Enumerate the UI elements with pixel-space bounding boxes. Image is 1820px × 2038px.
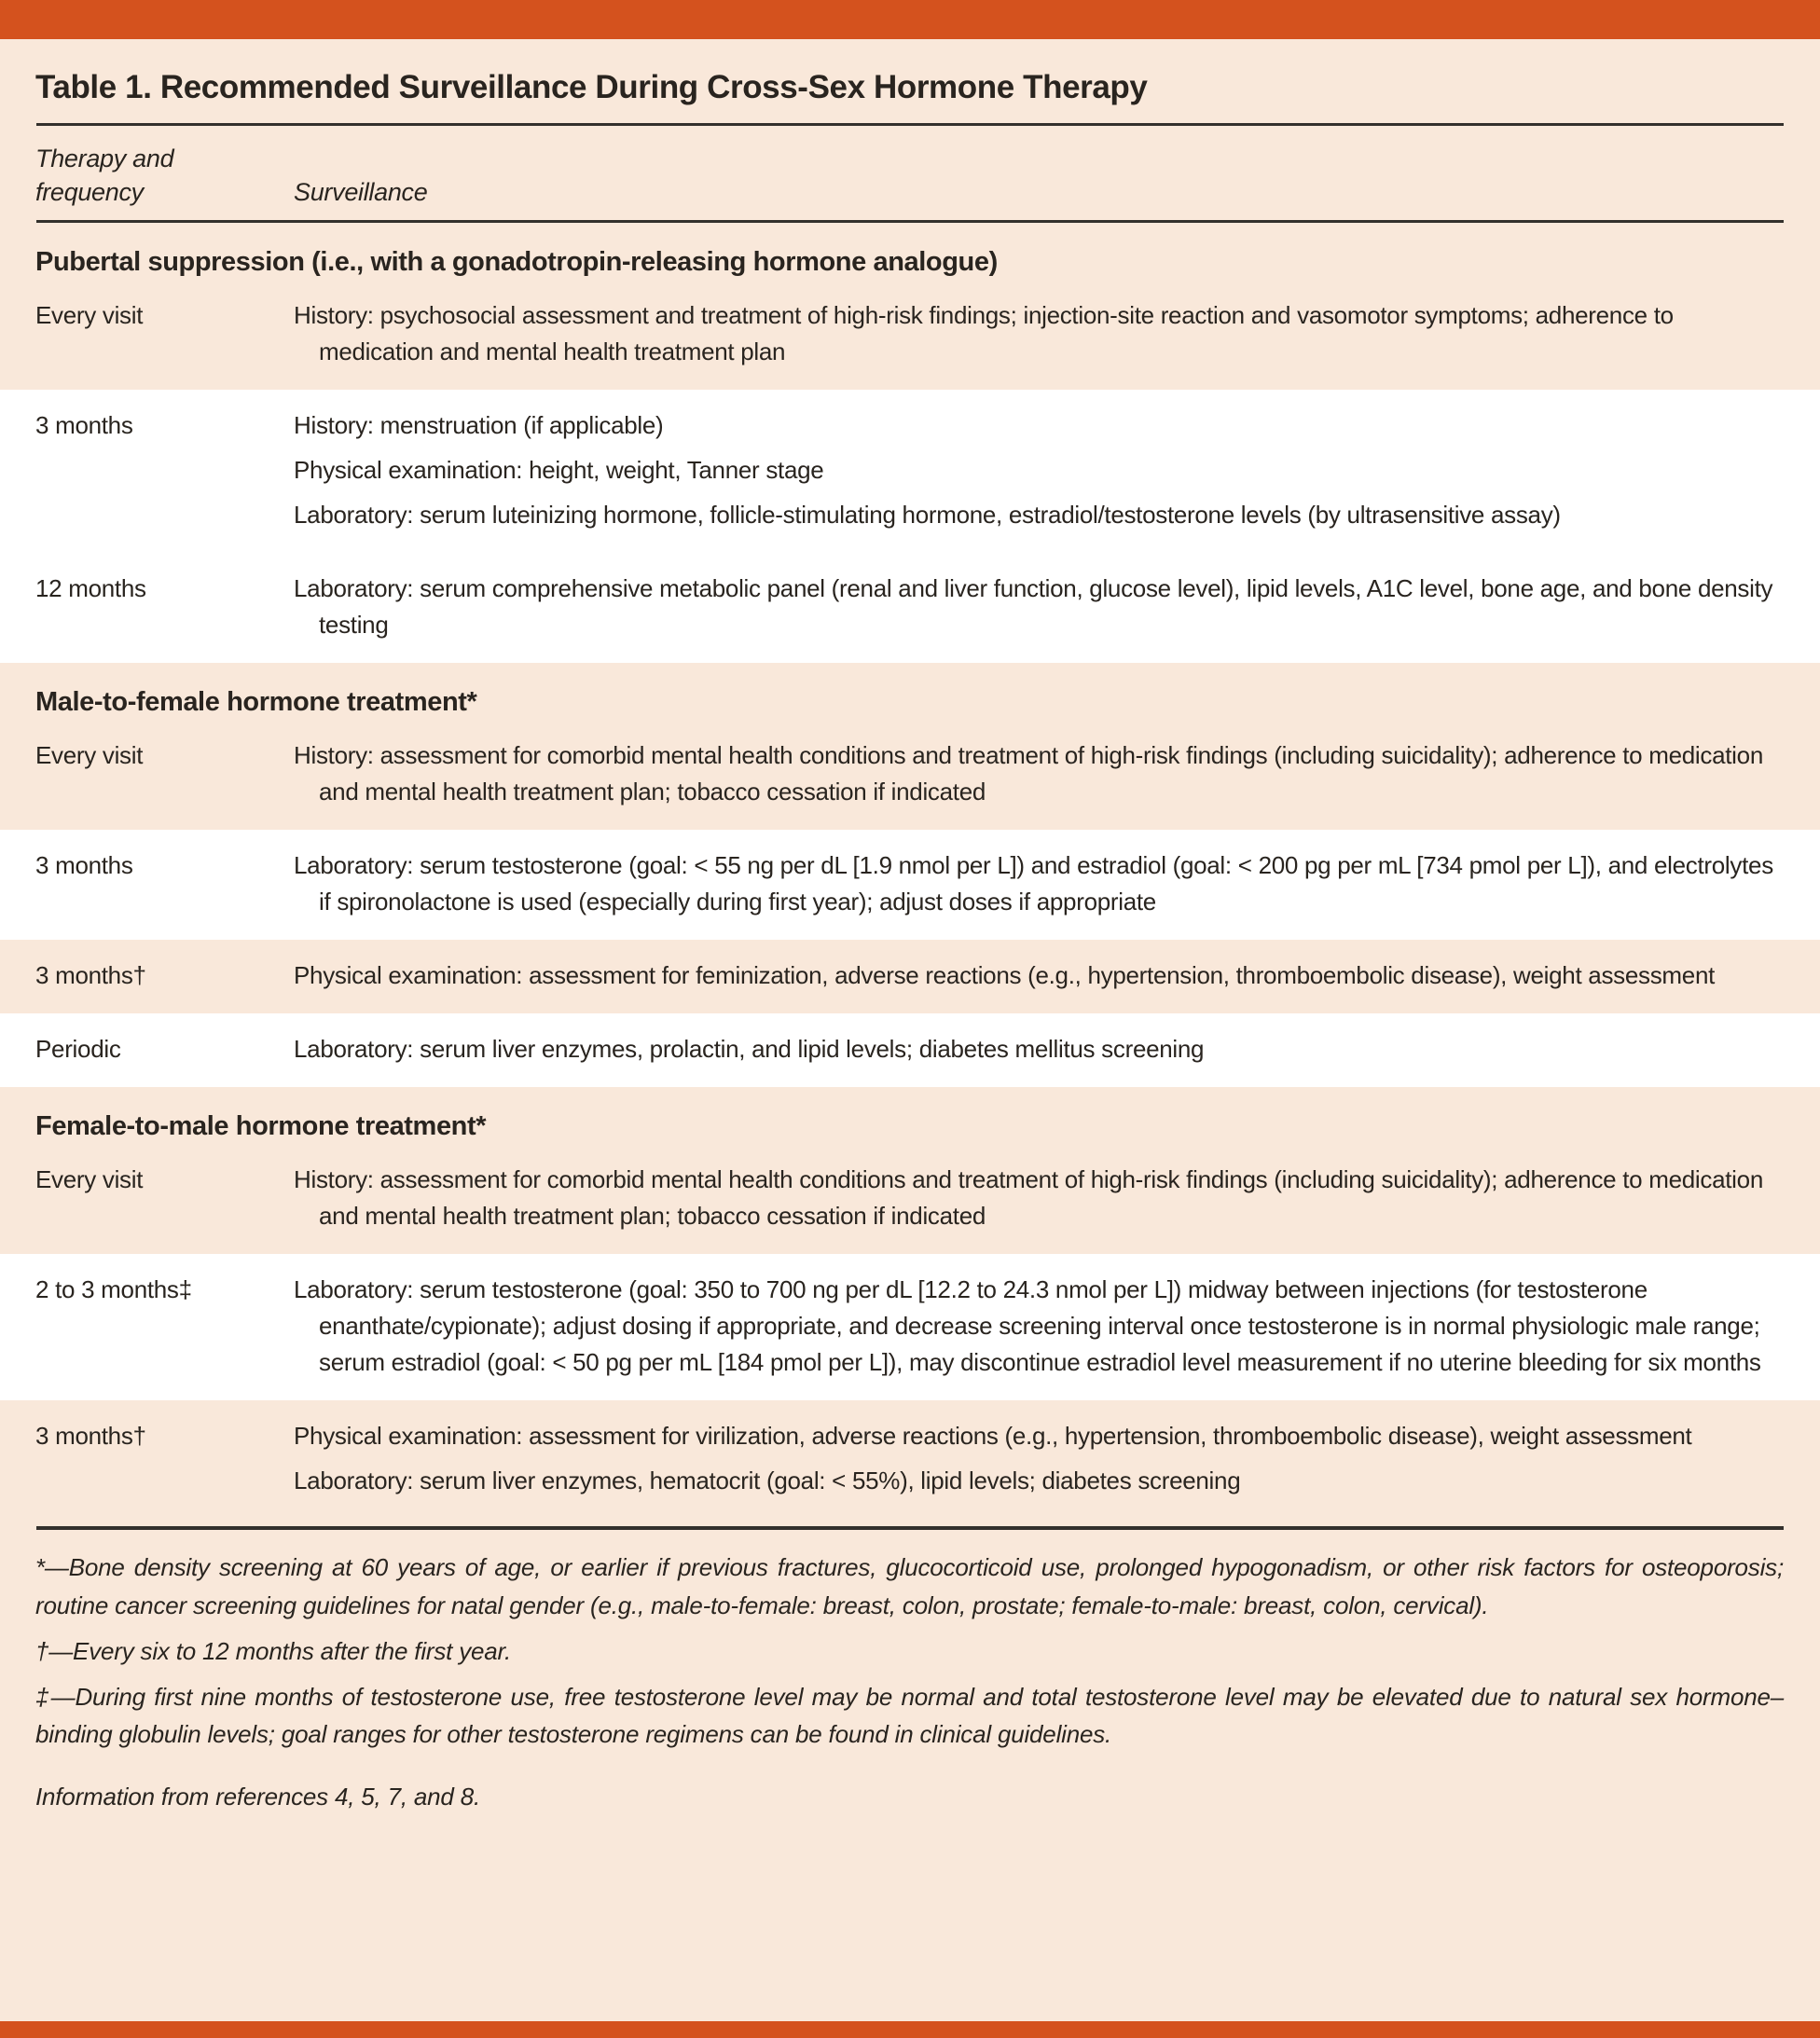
table-header-block bbox=[0, 39, 1820, 223]
surveillance-item: Laboratory: serum liver enzymes, hematocrit (goal: < 55%), lipid levels; diabetes screening bbox=[294, 1467, 1241, 1495]
footnotes-block bbox=[0, 1519, 1820, 2021]
surveillance-item: Laboratory: serum comprehensive metabolic panel (renal and liver function, glucose level), lipid levels, A1C level, bone age, and bone density testing bbox=[294, 574, 1773, 640]
bottom-accent-bar bbox=[0, 2021, 1820, 2038]
table-row bbox=[0, 1013, 1820, 1087]
row-frequency: 3 months† bbox=[35, 961, 146, 990]
table-row bbox=[0, 390, 1820, 553]
surveillance-item: Physical examination: assessment for feminization, adverse reactions (e.g., hypertension, thromboembolic disease), weight assessment bbox=[294, 961, 1716, 990]
section-header: Pubertal suppression (i.e., with a gonadotropin-releasing hormone analogue) bbox=[0, 223, 1820, 280]
footnote: *—Bone density screening at 60 years of age, or earlier if previous fractures, glucocorticoid use, prolonged hypogonadism, or other risk factors for osteoporosis; routine cancer screening guidelines for natal gender (e.g., male-to-female: breast, colon, prostate; female-to-male: breast, colon, cervical). bbox=[35, 1553, 1784, 1619]
top-accent-bar bbox=[0, 0, 1820, 39]
surveillance-item: History: assessment for comorbid mental health conditions and treatment of high-risk findings (including suicidality); adherence to medication and mental health treatment plan; tobacco cessation if indicated bbox=[294, 1165, 1763, 1231]
row-frequency: 2 to 3 months‡ bbox=[35, 1275, 192, 1304]
row-surveillance bbox=[294, 407, 1781, 533]
column-header-therapy-line1: Therapy and bbox=[35, 145, 174, 172]
row-frequency: Every visit bbox=[35, 1165, 144, 1194]
row-surveillance bbox=[294, 1162, 1781, 1234]
row-surveillance bbox=[294, 1418, 1781, 1499]
row-surveillance bbox=[294, 571, 1781, 643]
divider bbox=[36, 1526, 1784, 1530]
row-surveillance bbox=[294, 1031, 1781, 1067]
surveillance-item: History: assessment for comorbid mental health conditions and treatment of high-risk findings (including suicidality); adherence to medication and mental health treatment plan; tobacco cessation if indicated bbox=[294, 741, 1763, 806]
table-title: Table 1. Recommended Surveillance During Cross-Sex Hormone Therapy bbox=[35, 69, 1148, 105]
row-surveillance bbox=[294, 1272, 1781, 1381]
column-header-therapy-line2: frequency bbox=[35, 177, 144, 206]
column-header-therapy-frequency bbox=[35, 143, 294, 209]
footnote: ‡—During first nine months of testosterone use, free testosterone level may be normal and total testosterone level may be elevated due to natural sex hormone–binding globulin levels; goal ranges for other testosterone regimens can be found in clinical guidelines. bbox=[35, 1683, 1784, 1749]
row-frequency: Periodic bbox=[35, 1035, 121, 1064]
surveillance-item: Laboratory: serum liver enzymes, prolactin, and lipid levels; diabetes mellitus screening bbox=[294, 1035, 1205, 1064]
row-surveillance bbox=[294, 737, 1781, 810]
row-surveillance bbox=[294, 847, 1781, 920]
table-row bbox=[0, 830, 1820, 940]
row-frequency: 3 months† bbox=[35, 1422, 146, 1451]
surveillance-item: Laboratory: serum testosterone (goal: < 55 ng per dL [1.9 nmol per L]) and estradiol (goal: < 200 pg per mL [734 pmol per L]), and electrolytes if spironolactone is used (especially during first year); adjust doses if appropriate bbox=[294, 851, 1773, 916]
surveillance-item: History: psychosocial assessment and treatment of high-risk findings; injection-site reaction and vasomotor symptoms; adherence to medication and mental health treatment plan bbox=[294, 301, 1674, 366]
footnotes-list bbox=[0, 1549, 1820, 1815]
surveillance-item: History: menstruation (if applicable) bbox=[294, 411, 664, 440]
row-frequency: Every visit bbox=[35, 741, 144, 770]
row-frequency: 3 months bbox=[35, 411, 133, 440]
column-headers bbox=[0, 126, 1820, 220]
table-row bbox=[0, 720, 1820, 830]
table-row bbox=[0, 1144, 1820, 1254]
table-row bbox=[0, 553, 1820, 663]
source-note: Information from references 4, 5, 7, and 8. bbox=[35, 1782, 480, 1811]
table-row bbox=[0, 940, 1820, 1013]
row-frequency: 3 months bbox=[35, 851, 133, 880]
surveillance-item: Physical examination: assessment for virilization, adverse reactions (e.g., hypertension, thromboembolic disease), weight assessment bbox=[294, 1422, 1692, 1451]
footnote: †—Every six to 12 months after the first year. bbox=[35, 1636, 512, 1665]
row-frequency: 12 months bbox=[35, 574, 146, 603]
row-frequency: Every visit bbox=[35, 301, 144, 330]
section-header: Female-to-male hormone treatment* bbox=[0, 1087, 1820, 1144]
surveillance-item: Physical examination: height, weight, Tanner stage bbox=[294, 456, 824, 485]
row-surveillance bbox=[294, 297, 1781, 370]
table-row bbox=[0, 1254, 1820, 1400]
table-row bbox=[0, 1400, 1820, 1519]
column-header-surveillance: Surveillance bbox=[294, 177, 428, 206]
surveillance-item: Laboratory: serum testosterone (goal: 350 to 700 ng per dL [12.2 to 24.3 nmol per L]) midway between injections (for testosterone enanthate/cypionate); adjust dosing if appropriate, and decrease screening interval once testosterone is in normal physiologic male range; serum estradiol (goal: < 50 pg per mL [184 pmol per L]), may discontinue estradiol level measurement if no uterine bleeding for six months bbox=[294, 1275, 1761, 1377]
surveillance-item: Laboratory: serum luteinizing hormone, follicle-stimulating hormone, estradiol/testosterone levels (by ultrasensitive assay) bbox=[294, 501, 1561, 530]
table-body bbox=[0, 223, 1820, 1519]
row-surveillance bbox=[294, 957, 1781, 994]
table-row bbox=[0, 280, 1820, 390]
section-header: Male-to-female hormone treatment* bbox=[0, 663, 1820, 720]
